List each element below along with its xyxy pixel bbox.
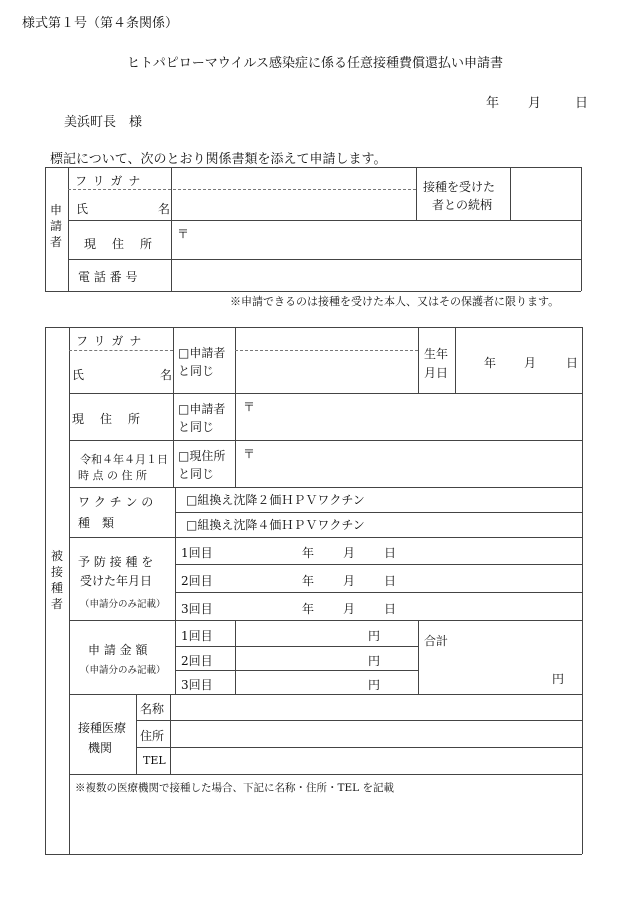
recipient-furigana-label: フリガナ (76, 334, 148, 348)
recipient-row-line-1 (69, 393, 582, 394)
applicant-note: ※申請できるのは接種を受けた本人、又はその保護者に限ります。 (230, 295, 560, 308)
recipient-name-label-2: 名 (160, 368, 173, 382)
amount-3-yen: 円 (368, 678, 381, 692)
facility-label-1: 接種医療 (78, 721, 127, 735)
applicant-relation-label-1: 接種を受けた (423, 180, 496, 194)
dose-3-year: 年 (302, 602, 315, 616)
dose-3-month: 月 (343, 602, 356, 616)
recipient-row-line-7 (69, 774, 582, 775)
amount-row-line-2 (175, 670, 418, 671)
page-title: ヒトパピローマウイルス感染症に係る任意接種費償還払い申請書 (127, 56, 503, 71)
recipient-address-label: 現 住 所 (72, 412, 143, 426)
recipient-row-line-4 (69, 537, 582, 538)
applicant-border-bottom (45, 291, 581, 292)
facility-row-line-1 (136, 720, 582, 721)
vaccine-label-1: ワ ク チ ン の (78, 495, 154, 509)
recipient-same-as-applicant-checkbox[interactable] (178, 344, 225, 380)
recipient-birth-month: 月 (524, 356, 537, 370)
dates-row-line-1 (175, 564, 582, 565)
recipient-prior-postal: 〒 (243, 447, 256, 461)
recipient-name-label-1: 氏 (72, 368, 85, 382)
recipient-birth-divider-2 (455, 327, 456, 394)
total-label: 合計 (424, 634, 449, 648)
applicant-phone-label: 電 話 番 号 (78, 270, 138, 284)
dose-1-label: 1回目 (181, 546, 213, 560)
recipient-furigana-dash-1 (69, 350, 173, 351)
applicant-border-top (45, 167, 581, 168)
recipient-same-as-applicant-label-2: と同じ (178, 364, 215, 378)
addressee: 美浜町長 様 (64, 115, 143, 130)
applicant-name-label-2: 名 (158, 202, 171, 216)
vaccine-label-2: 種 類 (78, 516, 115, 530)
vaccine-row-line (175, 512, 582, 513)
dose-1-year: 年 (302, 546, 315, 560)
dose-2-month: 月 (343, 574, 356, 588)
recipient-address-postal: 〒 (243, 400, 256, 414)
recipient-row-line-2 (69, 440, 582, 441)
recipient-birth-divider (418, 327, 419, 394)
recipient-furigana-dash-2 (235, 350, 418, 351)
dose-2-label: 2回目 (181, 574, 213, 588)
intro-text: 標記について、次のとおり関係書類を添えて申請します。 (50, 152, 387, 167)
applicant-address-label: 現 住 所 (84, 237, 155, 251)
total-yen: 円 (552, 672, 565, 686)
form-number: 様式第１号（第４条関係） (22, 16, 179, 31)
recipient-check-divider (235, 327, 236, 488)
recipient-address-same-label-2: と同じ (178, 420, 215, 434)
recipient-prior-same-checkbox[interactable] (178, 447, 225, 483)
amount-1-yen: 円 (368, 629, 381, 643)
applicant-border-left (45, 167, 46, 291)
dose-3-label: 3回目 (181, 602, 213, 616)
amount-divider (235, 620, 236, 694)
amount-note: （申請分のみ記載） (80, 665, 166, 676)
facility-name-label: 名称 (140, 702, 165, 716)
dates-note: （申請分のみ記載） (80, 599, 166, 610)
multi-facility-note: ※複数の医療機関で接種した場合、下記に名称・住所・TEL を記載 (75, 782, 394, 794)
facility-divider-2 (170, 694, 171, 774)
recipient-border-left (45, 327, 46, 854)
recipient-border-top (45, 327, 582, 328)
dates-label-2: 受けた年月日 (80, 574, 153, 588)
date-day-label: 日 (575, 96, 589, 111)
applicant-col-divider (68, 167, 69, 291)
applicant-postal-mark: 〒 (177, 227, 190, 241)
recipient-prior-same-label-2: と同じ (178, 467, 215, 481)
dates-row-line-2 (175, 592, 582, 593)
applicant-section-label: 申請者 (49, 203, 62, 249)
recipient-prior-same-label-1: □現住所 (178, 449, 226, 463)
applicant-furigana-label: フリガナ (75, 174, 147, 188)
date-year-label: 年 (486, 96, 500, 111)
dose-1-month: 月 (343, 546, 356, 560)
date-month-label: 月 (528, 96, 542, 111)
applicant-relation-label-2: 者との続柄 (432, 198, 493, 212)
amount-2-yen: 円 (368, 654, 381, 668)
vaccine-option-bivalent-checkbox[interactable]: □組換え沈降２価ＨＰＶワクチン (186, 493, 365, 507)
recipient-border-bottom (45, 854, 582, 855)
applicant-relation-divider-2 (510, 167, 511, 220)
recipient-address-same-checkbox[interactable] (178, 400, 225, 436)
recipient-row-line-3 (69, 487, 582, 488)
recipient-prior-address-label-2: 時 点 の 住 所 (78, 469, 147, 482)
applicant-furigana-dash (68, 189, 416, 190)
total-divider (418, 620, 419, 694)
recipient-label-divider (173, 327, 174, 488)
recipient-birth-label-1: 生年 (424, 347, 449, 361)
recipient-prior-address-label-1: 令和４年４月１日 (80, 453, 168, 466)
recipient-same-as-applicant-label-1: □申請者 (178, 346, 226, 360)
vaccine-option-quadrivalent-checkbox[interactable]: □組換え沈降４価ＨＰＶワクチン (186, 518, 365, 532)
dose-2-year: 年 (302, 574, 315, 588)
applicant-relation-divider (416, 167, 417, 220)
facility-address-label: 住所 (140, 729, 165, 743)
dose-1-day: 日 (384, 546, 397, 560)
recipient-section-label: 被接種者 (50, 549, 63, 611)
facility-tel-label: TEL (143, 754, 166, 767)
recipient-border-right (582, 327, 583, 854)
dose-3-day: 日 (384, 602, 397, 616)
dates-label-1: 予 防 接 種 を (78, 555, 154, 569)
facility-row-line-2 (136, 747, 582, 748)
applicant-row-line-1 (68, 220, 581, 221)
recipient-birth-year: 年 (484, 356, 497, 370)
recipient-birth-label-2: 月日 (424, 366, 449, 380)
recipient-row-line-5 (69, 620, 582, 621)
recipient-address-same-label-1: □申請者 (178, 402, 226, 416)
applicant-border-right (581, 167, 582, 291)
facility-divider (136, 694, 137, 774)
recipient-birth-day: 日 (566, 356, 579, 370)
applicant-row-line-2 (68, 259, 581, 260)
amount-3-label: 3回目 (181, 678, 213, 692)
amount-label: 申 請 金 額 (88, 643, 148, 657)
dose-2-day: 日 (384, 574, 397, 588)
amount-1-label: 1回目 (181, 629, 213, 643)
amount-2-label: 2回目 (181, 654, 213, 668)
recipient-row-line-6 (69, 694, 582, 695)
applicant-label-divider (171, 167, 172, 291)
applicant-name-label-1: 氏 (76, 202, 89, 216)
amount-row-line-1 (175, 646, 418, 647)
facility-label-2: 機関 (88, 741, 113, 755)
